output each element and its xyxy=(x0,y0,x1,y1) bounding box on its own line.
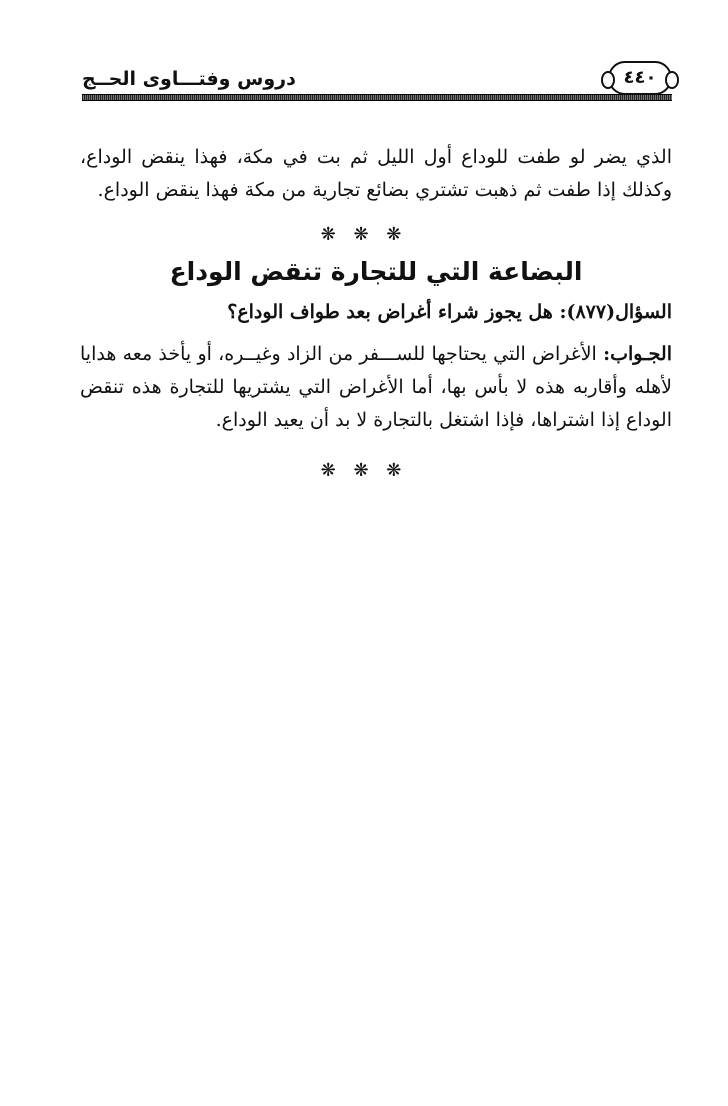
section-title: البضاعة التي للتجارة تنقض الوداع xyxy=(169,257,583,286)
question-text: هل يجوز شراء أغراض بعد طواف الوداع؟ xyxy=(227,301,553,323)
answer-label: الجـواب: xyxy=(603,343,672,365)
answer-block xyxy=(80,338,672,437)
separator-ornament-bottom: ❋ ❋ ❋ xyxy=(320,460,408,481)
answer-text: الأغراض التي يحتاجها للســـفر من الزاد وغيــره، أو يأخذ معه هدايا لأهله وأقاربه هذه لا بأس بها، أما الأغراض التي يشتريها للتجارة هذه تنقض الوداع إذا اشتراها، فإذا اشتغل بالتجارة لا بد أن يعيد الوداع. xyxy=(80,343,672,431)
question-block xyxy=(80,296,672,329)
page-number: ٤٤٠ xyxy=(623,67,657,88)
page-number-badge xyxy=(608,61,672,95)
question-label: السؤال(٨٧٧): xyxy=(559,301,672,323)
page-header xyxy=(82,56,672,104)
separator-ornament-top: ❋ ❋ ❋ xyxy=(320,224,408,245)
paragraph-intro: الذي يضر لو طفت للوداع أول الليل ثم بت في مكة، فهذا ينقض الوداع، وكذلك إذا طفت ثم ذهبت تشتري بضائع تجارية من مكة فهذا ينقض الوداع. xyxy=(80,146,672,201)
running-title: دروس وفتـــاوى الحــج xyxy=(82,68,296,90)
header-rule xyxy=(82,94,672,101)
